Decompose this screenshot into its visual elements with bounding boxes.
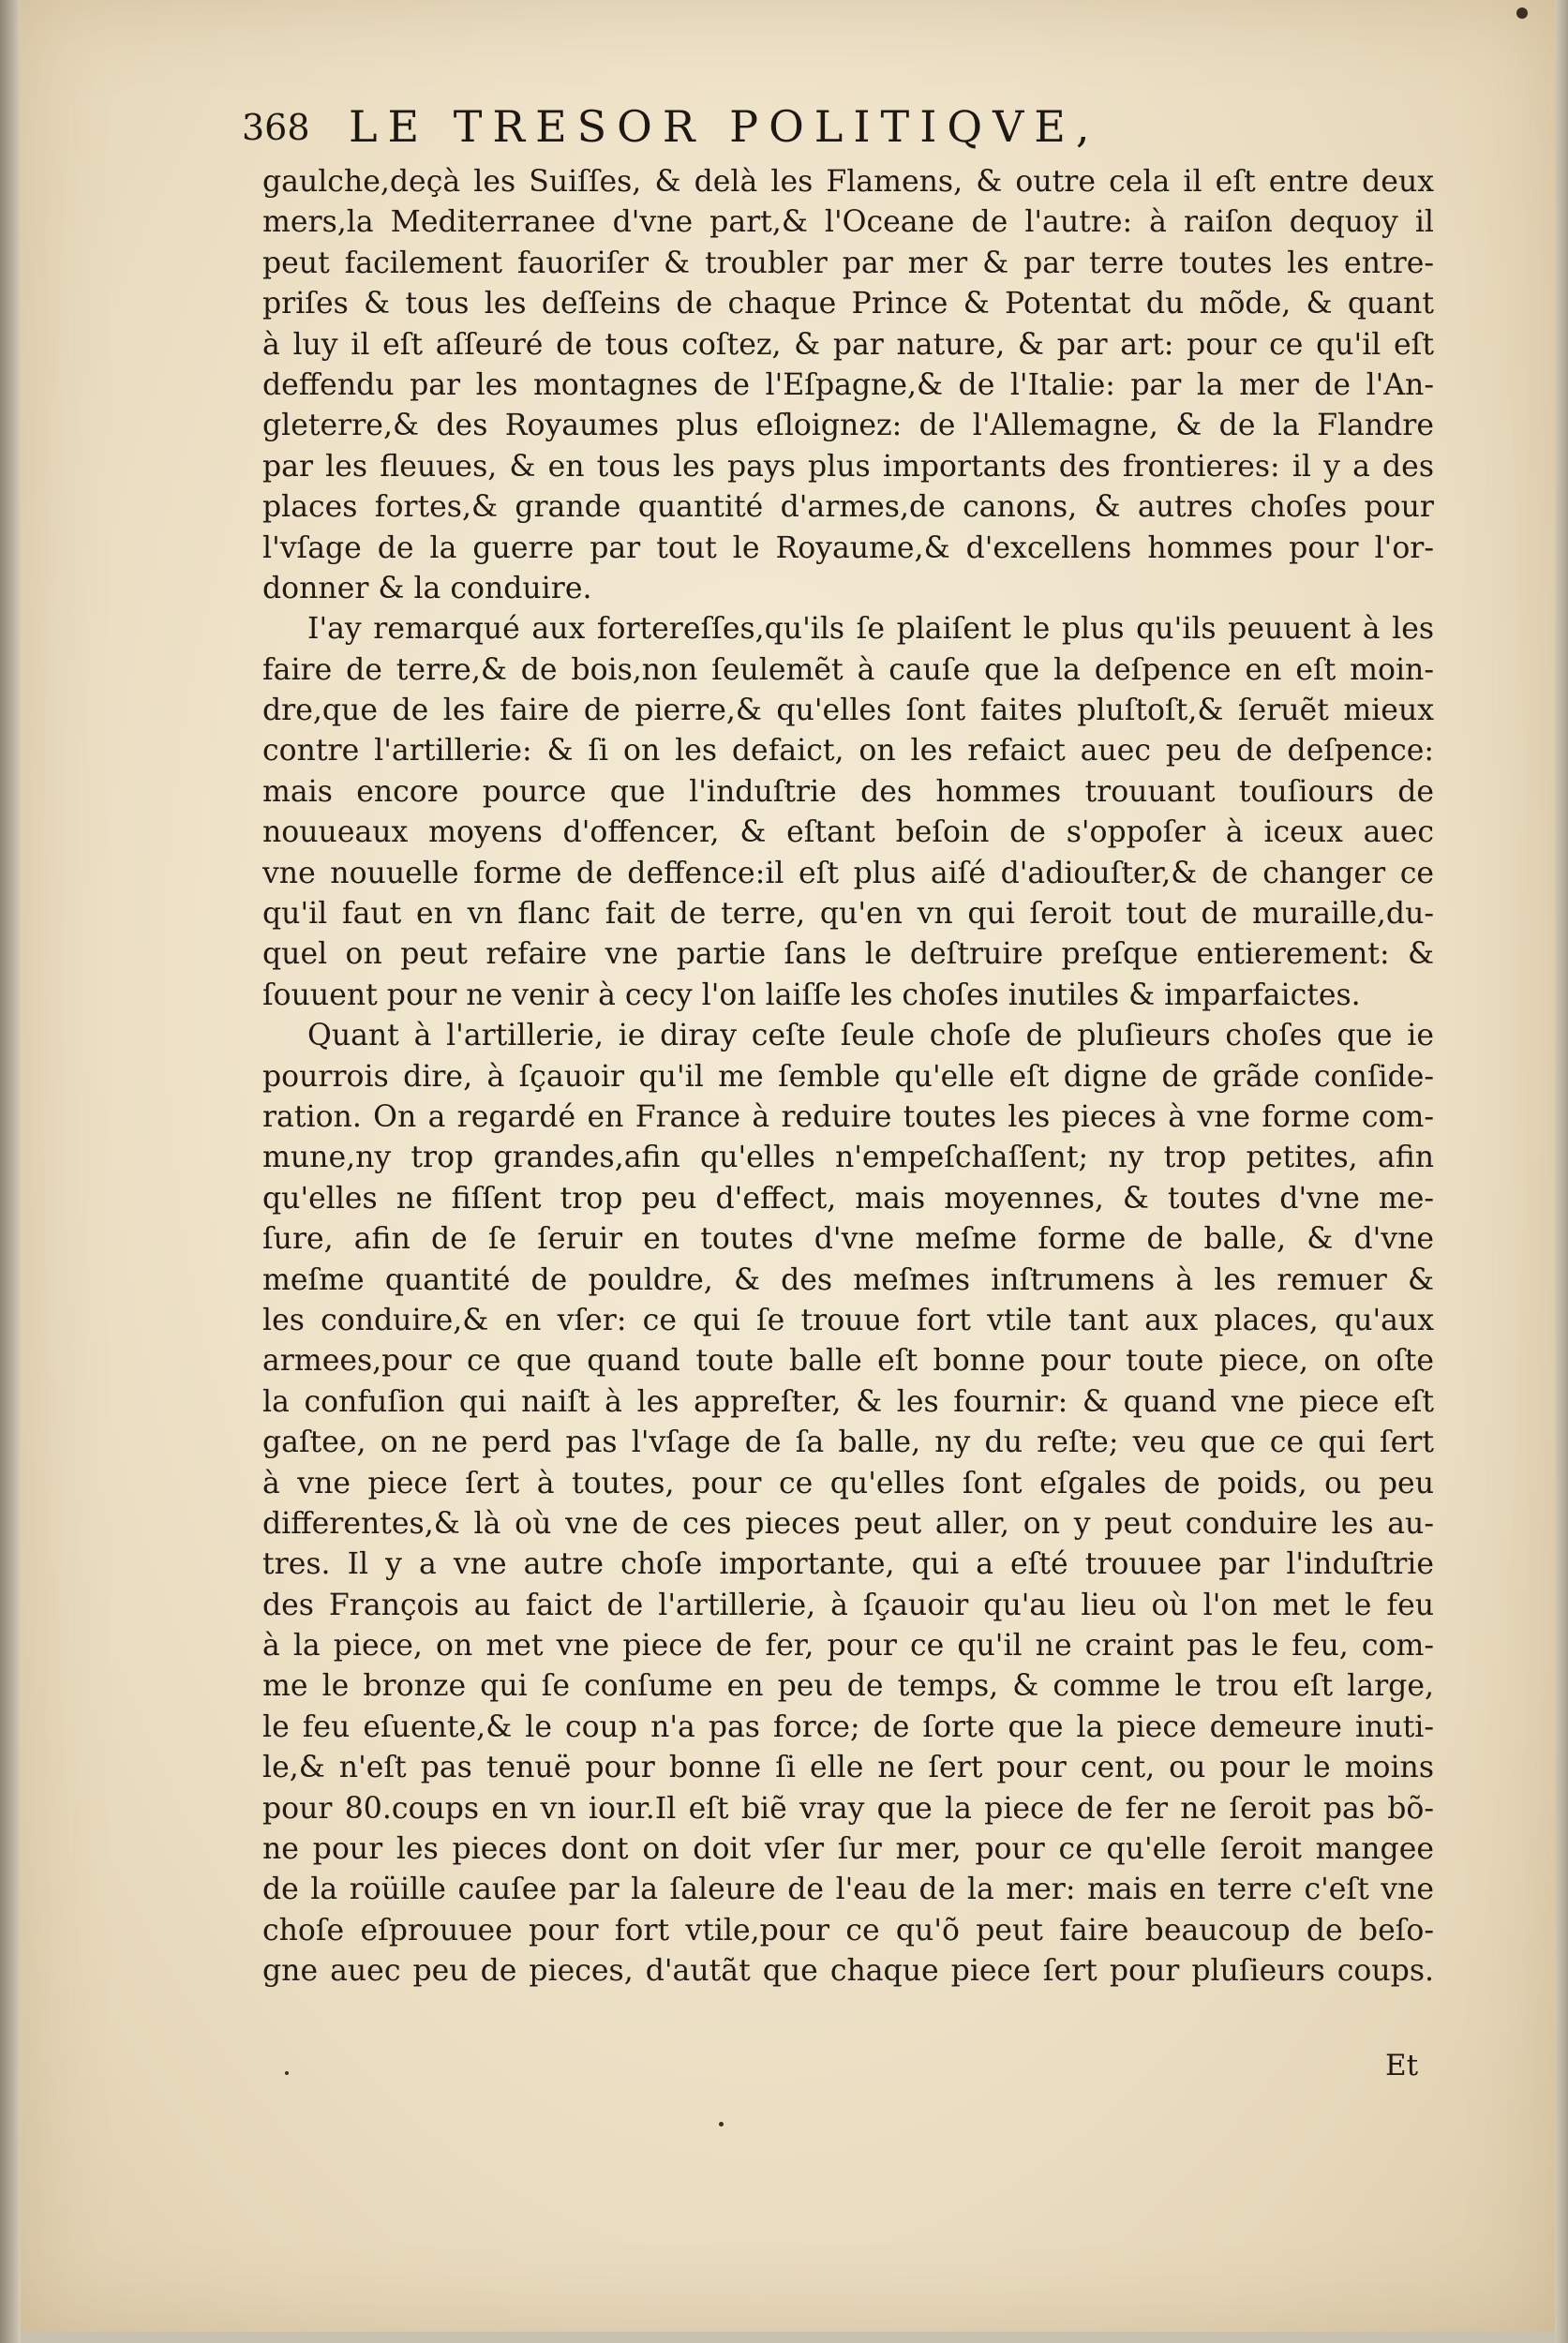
text-line: à luy il eſt aſſeuré de tous coſtez, & par nature, & par art: pour ce qu'il eſt [262,327,1434,362]
text-line: des François au faict de l'artillerie, à ſçauoir qu'au lieu où l'on met le feu [262,1588,1434,1622]
text-line: l'vſage de la guerre par tout le Royaume,& d'excellens hommes pour l'or- [262,530,1434,565]
text-line: nouueaux moyens d'offencer, & eſtant beſoin de s'oppoſer à iceux auec [262,815,1434,850]
paragraph [262,162,1434,609]
text-line: ſure, afin de ſe ſeruir en toutes d'vne meſme forme de balle, & d'vne [262,1222,1434,1257]
text-line: de la roüille cauſee par la ſaleure de l'eau de la mer: mais en terre c'eſt vne [262,1873,1434,1907]
ink-speck [1516,7,1528,19]
text-line: à la piece, on met vne piece de fer, pour ce qu'il ne craint pas le feu, com- [262,1629,1434,1664]
page-header [242,101,1226,157]
text-line: I'ay remarqué aux fortereſſes,qu'ils ſe plaiſent le plus qu'ils peuuent à les [307,612,1434,647]
text-line: differentes,& là où vne de ces pieces peut aller, on y peut conduire les au- [262,1506,1434,1541]
text-line: par les fleuues, & en tous les pays plus importants des frontieres: il y a des [262,449,1434,484]
text-line: gleterre,& des Royaumes plus eſloignez: de l'Allemagne, & de la Flandre [262,409,1434,443]
text-line: me le bronze qui ſe conſume en peu de temps, & comme le trou eſt large, [262,1669,1434,1704]
text-line: ration. On a regardé en France à reduire toutes les pieces à vne forme com- [262,1099,1434,1134]
text-line: quel on peut refaire vne partie ſans le deſtruire preſque entierement: & [262,937,1434,972]
text-line: mais encore pource que l'induſtrie des hommes trouuant touſiours de [262,774,1434,809]
text-line: gne auec peu de pieces, d'autãt que chaque piece ſert pour pluſieurs coups. [262,1954,1434,1989]
text-line: mune,ny trop grandes,afin qu'elles n'empeſchaſſent; ny trop petites, afin [262,1141,1434,1175]
text-line: qu'elles ne fiſſent trop peu d'effect, mais moyennes, & toutes d'vne me- [262,1181,1434,1216]
text-line: armees,pour ce que quand toute balle eſt bonne pour toute piece, on oſte [262,1344,1434,1379]
text-line: faire de terre,& de bois,non ſeulemẽt à cauſe que la deſpence en eſt moin- [262,652,1434,687]
text-line: les conduire,& en vſer: ce qui ſe trouue fort vtile tant aux places, qu'aux [262,1303,1434,1337]
text-line: tres. Il y a vne autre choſe importante, qui a eſté trouuee par l'induſtrie [262,1547,1434,1582]
text-line: peut facilement fauoriſer & troubler par mer & par terre toutes les entre- [262,246,1434,280]
text-line: qu'il faut en vn flanc fait de terre, qu'en vn qui ſeroit tout de muraille,du- [262,897,1434,932]
catchword: Et [1385,2049,1419,2082]
body-text [262,162,1434,1992]
text-line: mers,la Mediterranee d'vne part,& l'Oceane de l'autre: à raiſon dequoy il [262,205,1434,240]
text-line: places fortes,& grande quantité d'armes,de canons, & autres choſes pour [262,490,1434,525]
scan-edge-right [1555,0,1568,2343]
page-number: 368 [242,107,310,148]
text-line: pourrois dire, à ſçauoir qu'il me ſemble qu'elle eſt digne de grãde conſide- [262,1059,1434,1094]
text-line: priſes & tous les deſſeins de chaque Prince & Potentat du mõde, & quant [262,287,1434,321]
text-line: ſouuent pour ne venir à cecy l'on laiſſe les choſes inutiles & imparfaictes. [262,977,1361,1012]
text-line: vne nouuelle forme de deffence:il eſt plus aiſé d'adiouſter,& de changer ce [262,856,1434,890]
text-line: la confuſion qui naiſt à les appreſter, & les fournir: & quand vne piece eſt [262,1384,1434,1419]
text-line: meſme quantité de pouldre, & des meſmes inſtrumens à les remuer & [262,1262,1434,1297]
text-line: à vne piece ſert à toutes, pour ce qu'elles ſont eſgales de poids, ou peu [262,1466,1434,1500]
text-line: choſe eſprouuee pour fort vtile,pour ce qu'õ peut faire beaucoup de beſo- [262,1913,1434,1948]
running-title: LE TRESOR POLITIQVE, [349,101,1100,152]
paragraph [262,609,1434,1016]
text-line: gaſtee, on ne perd pas l'vſage de ſa balle, ny du reſte; veu que ce qui ſert [262,1425,1434,1460]
paragraph [262,1016,1434,1992]
ink-speck [719,2122,724,2127]
text-line: le feu eſuente,& le coup n'a pas force; de ſorte que la piece demeure inuti- [262,1709,1434,1744]
text-line: Quant à l'artillerie, ie diray ceſte ſeule choſe de pluſieurs choſes que ie [307,1019,1434,1053]
ink-speck [285,2071,289,2075]
scan-edge-left [0,0,21,2343]
text-line: deffendu par les montagnes de l'Eſpagne,& de l'Italie: par la mer de l'An- [262,367,1434,402]
text-line: contre l'artillerie: & ſi on les defaict, on les refaict auec peu de deſpence: [262,734,1434,769]
text-line: pour 80.coups en vn iour.Il eſt biẽ vray que la piece de fer ne ſeroit pas bõ- [262,1791,1434,1826]
text-line: donner & la conduire. [262,571,592,605]
text-line: ne pour les pieces dont on doit vſer ſur mer, pour ce qu'elle ſeroit mangee [262,1832,1434,1867]
text-line: dre,que de les faire de pierre,& qu'elles ſont faites pluſtoſt,& ſeruẽt mieux [262,694,1434,728]
text-line: le,& n'eſt pas tenuë pour bonne ſi elle ne ſert pour cent, ou pour le moins [262,1751,1434,1785]
text-line: gaulche,deçà les Suiſſes, & delà les Flamens, & outre cela il eſt entre deux [262,165,1434,199]
